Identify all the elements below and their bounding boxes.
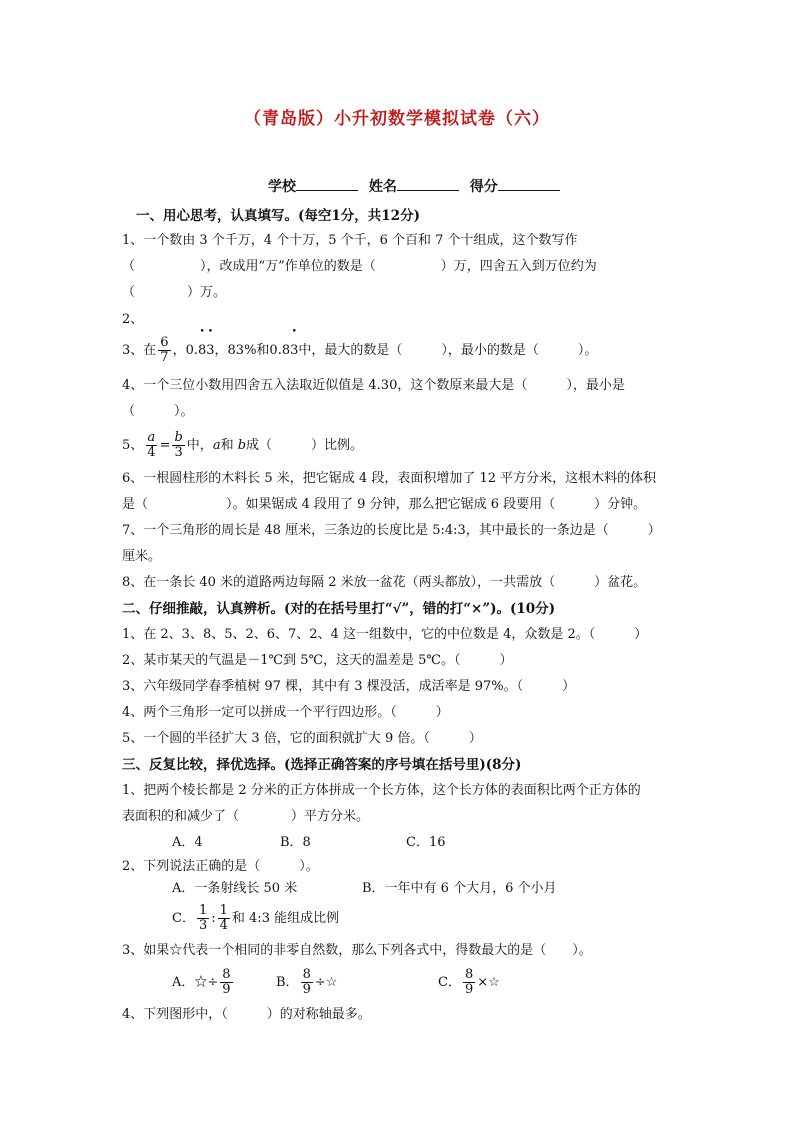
question-6-line-2: 是（ ）。如果锯成 4 段用了 9 分钟，那么把它锯成 6 段要用（ ）分钟。 — [122, 497, 647, 512]
q5-variable-b: b — [237, 438, 247, 453]
q3-repeating-digit: • 8 — [198, 337, 206, 365]
question-1-line-2: （ ），改成用“万”作单位的数是（ ）万，四舍五入到万位约为 — [122, 259, 597, 274]
question-8: 8、在一条长 40 米的道路两边每隔 2 米放一盆花（两头都放），一共需放（ ）盆花。 — [122, 575, 647, 590]
fraction-denominator: 9 — [222, 982, 231, 997]
option-c-label: C． — [438, 975, 461, 990]
judge-question-2: 2、某市某天的气温是－1℃到 5℃，这天的温差是 5℃。（ ） — [122, 653, 513, 668]
question-7-line-2: 厘米。 — [122, 549, 162, 564]
option-c-fraction — [463, 968, 475, 997]
fraction-denominator: 9 — [464, 982, 474, 997]
option-b-label: B． — [276, 975, 299, 990]
q3-repeating-digit: • 3 — [290, 337, 298, 365]
option-b — [276, 966, 438, 1000]
option-a-fraction — [220, 968, 232, 997]
question-7-line-1: 7、一个三角形的周长是 48 厘米，三条边的长度比是 5:4:3，其中最长的一条边是（ ） — [122, 523, 661, 538]
judge-question-4: 4、两个三角形一定可以拼成一个平行四边形。（ ） — [122, 705, 449, 720]
school-field[interactable] — [296, 178, 358, 191]
option-a-text: A．☆÷ — [172, 975, 219, 990]
choice-question-4: 4、下列图形中，（ ）的对称轴最多。 — [122, 1007, 371, 1022]
fraction-numerator: 8 — [222, 967, 231, 982]
option-c-fraction-2 — [218, 904, 230, 933]
question-1-line-1: 1、一个数由 3 个千万，4 个十万，5 个千，6 个百和 7 个十组成，这个数写作 — [122, 233, 578, 248]
student-info — [268, 176, 566, 196]
q3-text-b: ，0. — [172, 343, 198, 358]
name-field[interactable] — [397, 178, 459, 191]
choice-question-2-options-ab — [172, 880, 732, 898]
score-field[interactable] — [498, 178, 560, 191]
option-b-text: ÷☆ — [314, 975, 338, 990]
option-c: C．16 — [406, 835, 446, 850]
choice-question-2-option-c — [172, 904, 732, 933]
q3-text-d: 中，最大的数是（ ），最小的数是（ ）。 — [298, 343, 598, 358]
judge-question-1: 1、在 2、3、8、5、2、6、7、2、4 这一组数中，它的中位数是 4，众数是 2。（ ） — [122, 627, 648, 642]
section-1-heading: 一、用心思考，认真填写。(每空1分，共12分) — [136, 208, 420, 224]
q5-fraction-a-numerator: a — [147, 430, 156, 445]
q5-text-d: 成（ ）比例。 — [246, 438, 364, 453]
q3-fraction — [158, 336, 170, 365]
question-2: 2、 — [122, 312, 144, 327]
q3-text-a: 3、在 — [122, 343, 157, 358]
q5-variable-a: a — [212, 438, 221, 453]
page-title: （青岛版）小升初数学模拟试卷（六） — [244, 109, 550, 129]
q3-text-c: ，83%和0.8 — [214, 343, 291, 358]
fraction-numerator: 8 — [302, 967, 311, 982]
option-a: A．一条射线长 50 米 — [172, 881, 298, 896]
q3-fraction-denominator: 7 — [160, 350, 169, 365]
option-c — [438, 966, 500, 1000]
question-3 — [122, 336, 682, 365]
option-c-label: C． — [172, 911, 195, 926]
option-c-fraction-1 — [197, 904, 209, 933]
fraction-denominator: 4 — [219, 918, 228, 933]
name-label: 姓名 — [368, 179, 397, 195]
option-b: B．8 — [280, 835, 311, 850]
judge-question-5: 5、一个圆的半径扩大 3 倍，它的面积就扩大 9 倍。（ ） — [122, 731, 482, 746]
q5-fraction-b — [172, 431, 184, 460]
option-b-fraction — [301, 968, 313, 997]
option-c-text: 和 4:3 能组成比例 — [231, 911, 340, 926]
fraction-numerator: 1 — [198, 903, 208, 918]
fraction-numerator: 1 — [219, 903, 228, 918]
choice-question-1-line-2: 表面积的和减少了（ ）平方分米。 — [122, 809, 370, 824]
q5-text-a: 5、 — [122, 438, 144, 453]
q5-text-b: 中， — [186, 438, 213, 453]
q5-fraction-b-numerator: b — [174, 430, 183, 445]
section-2-heading: 二、仔细推敲，认真辨析。(对的在括号里打“√”，错的打“×”)。(10分) — [122, 601, 556, 617]
choice-question-3: 3、如果☆代表一个相同的非零自然数，那么下列各式中，得数最大的是（ ）。 — [122, 943, 592, 958]
school-label: 学校 — [268, 179, 296, 195]
q5-fraction-a-denominator: 4 — [147, 445, 156, 460]
section-3-heading: 三、反复比较，择优选择。(选择正确答案的序号填在括号里)(8分) — [122, 757, 522, 773]
option-c-text: ×☆ — [477, 975, 500, 990]
question-4-line-2: （ ）。 — [122, 404, 194, 419]
q5-fraction-b-denominator: 3 — [174, 445, 183, 460]
q3-fraction-numerator: 6 — [160, 335, 169, 350]
q3-repeating-digit: • 3 — [206, 337, 214, 365]
question-1-line-3: （ ）万。 — [122, 285, 227, 300]
q5-text-c: 和 — [220, 438, 238, 453]
fraction-numerator: 8 — [464, 967, 474, 982]
question-5 — [122, 431, 682, 460]
option-a: A．4 — [172, 835, 203, 850]
question-4-line-1: 4、一个三位小数用四舍五入法取近似值是 4.30，这个数原来最大是（ ），最小是 — [122, 378, 625, 393]
q5-fraction-a — [145, 431, 157, 460]
score-label: 得分 — [469, 179, 498, 195]
fraction-denominator: 3 — [198, 918, 208, 933]
option-b: B．一年中有 6 个大月，6 个小月 — [362, 881, 557, 896]
fraction-denominator: 9 — [302, 982, 311, 997]
choice-question-1-line-1: 1、把两个棱长都是 2 分米的正方体拼成一个长方体，这个长方体的表面积比两个正方体的 — [122, 783, 641, 798]
choice-question-3-options — [172, 966, 732, 1000]
ratio-colon: : — [211, 911, 216, 926]
q5-equals: = — [159, 438, 171, 453]
question-6-line-1: 6、一根圆柱形的木料长 5 米，把它锯成 4 段，表面积增加了 12 平方分米，这根木料的体积 — [122, 471, 657, 486]
choice-question-1-options — [172, 834, 732, 852]
option-a — [172, 966, 276, 1000]
judge-question-3: 3、六年级同学春季植树 97 棵，其中有 3 棵没活，成活率是 97%。（ ） — [122, 679, 576, 694]
choice-question-2: 2、下列说法正确的是（ ）。 — [122, 859, 319, 874]
